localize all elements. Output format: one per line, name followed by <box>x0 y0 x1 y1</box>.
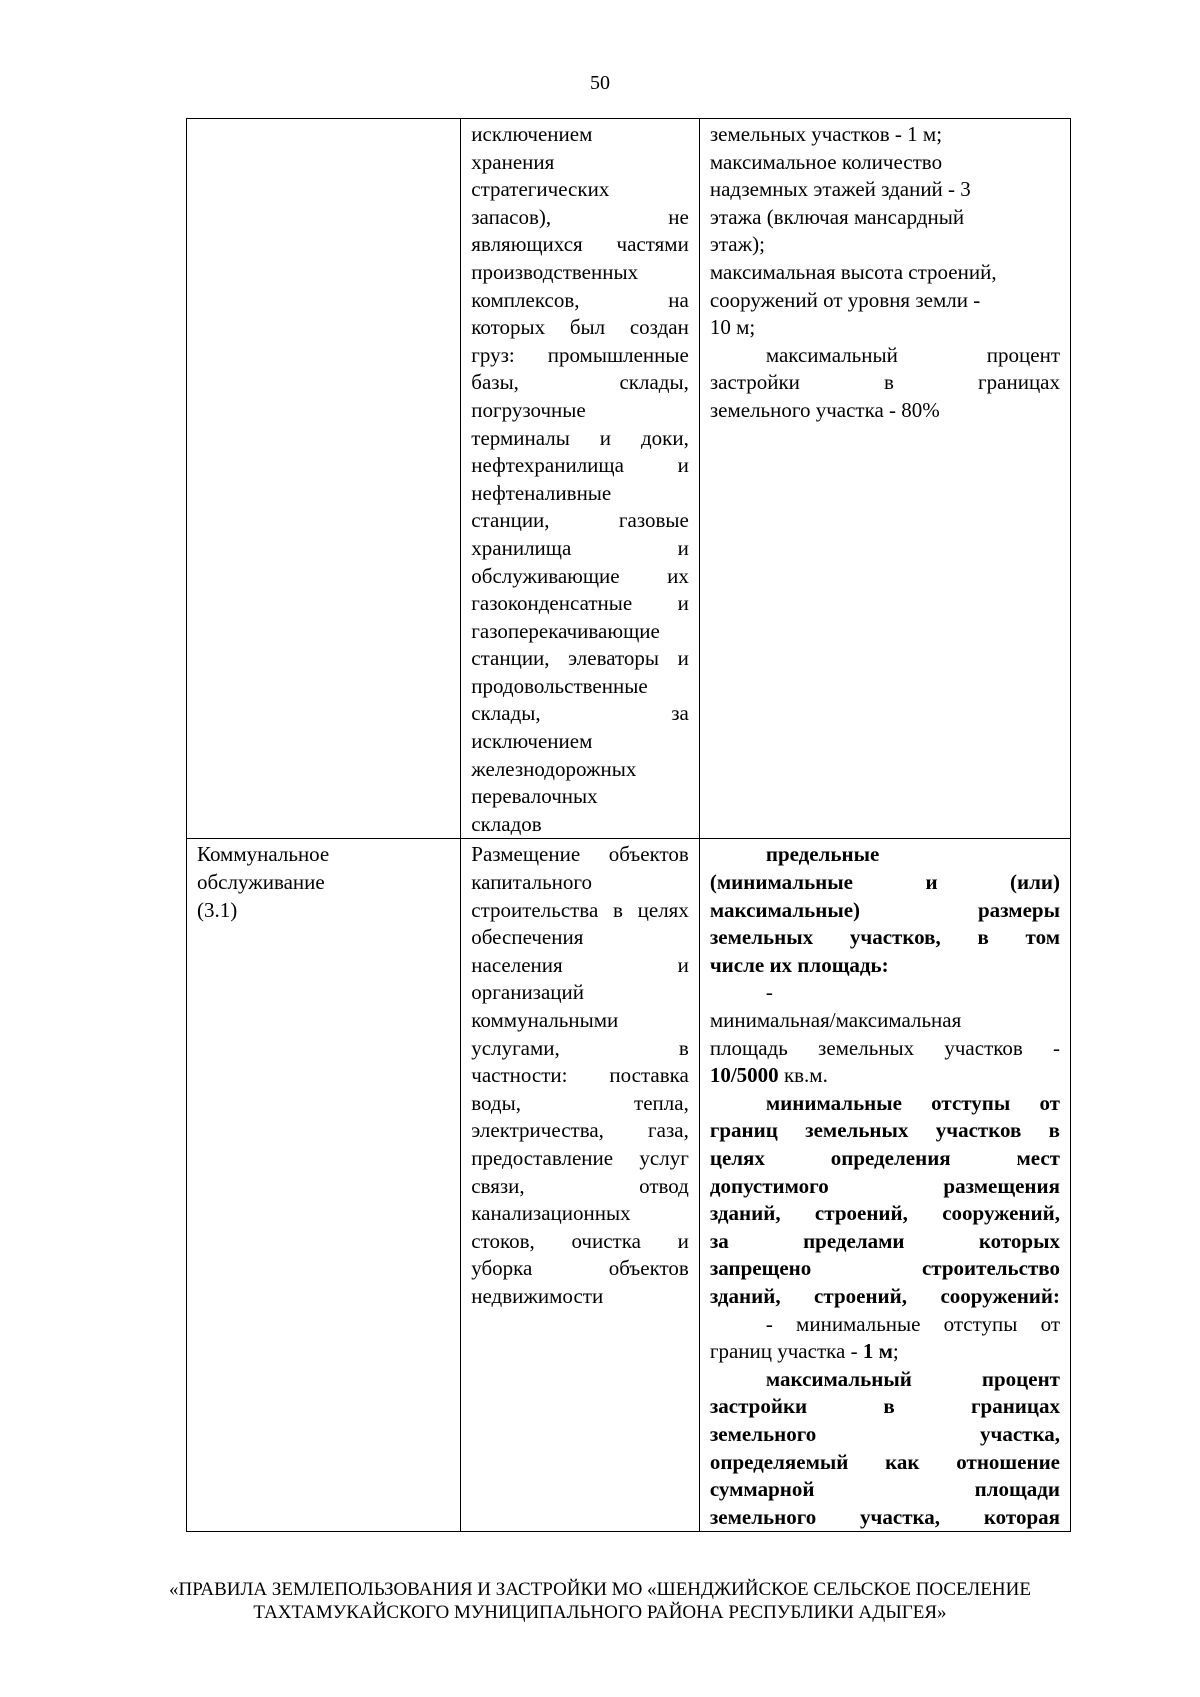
setback-value: 1 м <box>862 1339 893 1364</box>
param-heading: определяемый как отношение <box>709 1449 1060 1474</box>
area-value: 10/5000 <box>709 1063 779 1088</box>
param-heading: максимальный процент <box>765 1366 1060 1391</box>
param-heading: земельного участка, <box>709 1421 1060 1446</box>
parameters-text <box>710 121 1060 425</box>
param-heading: числе их площадь: <box>709 952 889 977</box>
text-line: являющихся частями <box>471 232 689 257</box>
text-line: исключением <box>471 122 593 146</box>
text-line: хранения <box>471 149 555 174</box>
param-setback <box>710 1338 1060 1366</box>
text-line: нефтехранилища и <box>471 453 689 478</box>
text-line: предоставление услуг <box>471 1145 689 1170</box>
footer-line: ТАХТАМУКАЙСКОГО МУНИЦИПАЛЬНОГО РАЙОНА РЕСПУБЛИКИ АДЫГЕЯ» <box>253 1602 947 1623</box>
text-line: максимальный процент <box>765 342 1060 367</box>
param-dash: - <box>765 980 773 1005</box>
text-line: земельных участков - 1 м; <box>709 122 943 146</box>
use-type-code: (3.1) <box>197 897 238 922</box>
text-line: этаж); <box>709 232 765 257</box>
setback-end: ; <box>892 1339 899 1364</box>
text-line: связи, отвод <box>471 1173 689 1198</box>
cell-parameters <box>699 119 1070 839</box>
text-line: услугами, в <box>471 1035 689 1060</box>
page-number: 50 <box>590 72 610 94</box>
text-line: запасов), не <box>471 204 689 229</box>
param-area-value <box>710 1062 1060 1090</box>
text-line: исключением <box>471 729 593 754</box>
text-line: земельного участка - 80% <box>709 397 940 422</box>
text-line: канализационных <box>471 1201 631 1226</box>
text-line: максимальное количество <box>709 149 943 174</box>
text-line: недвижимости <box>471 1283 604 1308</box>
text-line: организаций <box>471 980 585 1005</box>
footer-line: «ПРАВИЛА ЗЕМЛЕПОЛЬЗОВАНИЯ И ЗАСТРОЙКИ МО «ШЕНДЖИЙСКОЕ СЕЛЬСКОЕ ПОСЕЛЕНИЕ <box>169 1579 1031 1600</box>
text-line: Размещение объектов <box>471 842 689 867</box>
text-line: стратегических <box>471 177 610 202</box>
cell-description <box>461 839 700 1532</box>
text-line: базы, склады, <box>471 370 689 395</box>
param-text: площадь земельных участков - <box>709 1035 1060 1060</box>
text-line: населения и <box>471 952 689 977</box>
text-line: газоконденсатные и <box>471 591 689 616</box>
text-line: склады, за <box>471 701 689 726</box>
text-line: частности: поставка <box>471 1063 689 1088</box>
text-line: уборка объектов <box>471 1256 689 1281</box>
cell-parameters <box>699 839 1070 1532</box>
text-line: погрузочные <box>471 397 586 422</box>
param-heading: застройки в границах <box>709 1394 1060 1419</box>
document-footer <box>0 1578 1200 1624</box>
use-type-name: Коммунальное <box>197 842 330 867</box>
param-heading: предельные <box>765 842 880 867</box>
param-heading: границ земельных участков в <box>709 1118 1060 1143</box>
text-line: сооружений от уровня земли - <box>709 287 981 312</box>
param-heading: максимальные) размеры <box>709 897 1060 922</box>
text-line: надземных этажей зданий - 3 <box>709 177 971 202</box>
text-line: стоков, очистка и <box>471 1228 689 1253</box>
text-line: складов <box>471 811 542 836</box>
param-heading: за пределами которых <box>709 1228 1060 1253</box>
param-heading: земельного участка, которая <box>709 1504 1060 1529</box>
text-line: электричества, газа, <box>471 1118 689 1143</box>
text-line: производственных <box>471 259 639 284</box>
text-line: станции, элеваторы и <box>471 646 689 671</box>
text-line: железнодорожных <box>471 756 637 781</box>
param-heading: (минимальные и (или) <box>709 870 1060 895</box>
text-line: этажа (включая мансардный <box>709 204 965 229</box>
text-line: которых был создан <box>471 315 689 340</box>
param-heading: зданий, строений, сооружений: <box>709 1283 1060 1308</box>
description-text <box>471 841 689 1310</box>
text-line: перевалочных <box>471 784 598 809</box>
cell-use-type <box>187 839 461 1532</box>
setback-label: границ участка - <box>709 1339 863 1364</box>
param-text: - минимальные отступы от <box>765 1311 1060 1336</box>
param-text: минимальная/максимальная <box>709 1008 962 1032</box>
cell-use-type-empty <box>187 119 461 839</box>
text-line: газоперекачивающие <box>471 618 660 643</box>
table-row <box>187 839 1071 1532</box>
param-heading: суммарной площади <box>709 1477 1060 1502</box>
param-heading: целях определения мест <box>709 1145 1060 1170</box>
text-line: хранилища и <box>471 535 689 560</box>
text-line: терминалы и доки, <box>471 425 689 450</box>
text-line: станции, газовые <box>471 508 689 533</box>
text-line: строительства в целях <box>471 897 689 922</box>
text-line: продовольственные <box>471 673 648 698</box>
table-row <box>187 119 1071 839</box>
text-line: капитального <box>471 870 592 895</box>
text-line: обслуживающие их <box>471 563 689 588</box>
text-line: нефтеналивные <box>471 480 612 505</box>
param-heading: зданий, строений, сооружений, <box>709 1201 1060 1226</box>
use-type-name: обслуживание <box>197 870 325 895</box>
text-line: обеспечения <box>471 925 584 950</box>
text-line: 10 м; <box>709 315 756 340</box>
text-line: коммунальными <box>471 1008 619 1032</box>
area-unit: кв.м. <box>778 1063 828 1088</box>
regulations-table <box>186 118 1071 1532</box>
text-line: груз: промышленные <box>471 342 689 367</box>
text-line: воды, тепла, <box>471 1090 689 1115</box>
text-line: комплексов, на <box>471 287 689 312</box>
param-heading: запрещено строительство <box>709 1256 1060 1281</box>
description-text <box>471 121 689 838</box>
text-line: максимальная высота строений, <box>709 259 997 284</box>
cell-description <box>461 119 700 839</box>
param-heading: минимальные отступы от <box>765 1090 1060 1115</box>
param-heading: допустимого размещения <box>709 1173 1060 1198</box>
text-line: застройки в границах <box>709 370 1060 395</box>
param-heading: земельных участков, в том <box>709 925 1060 950</box>
